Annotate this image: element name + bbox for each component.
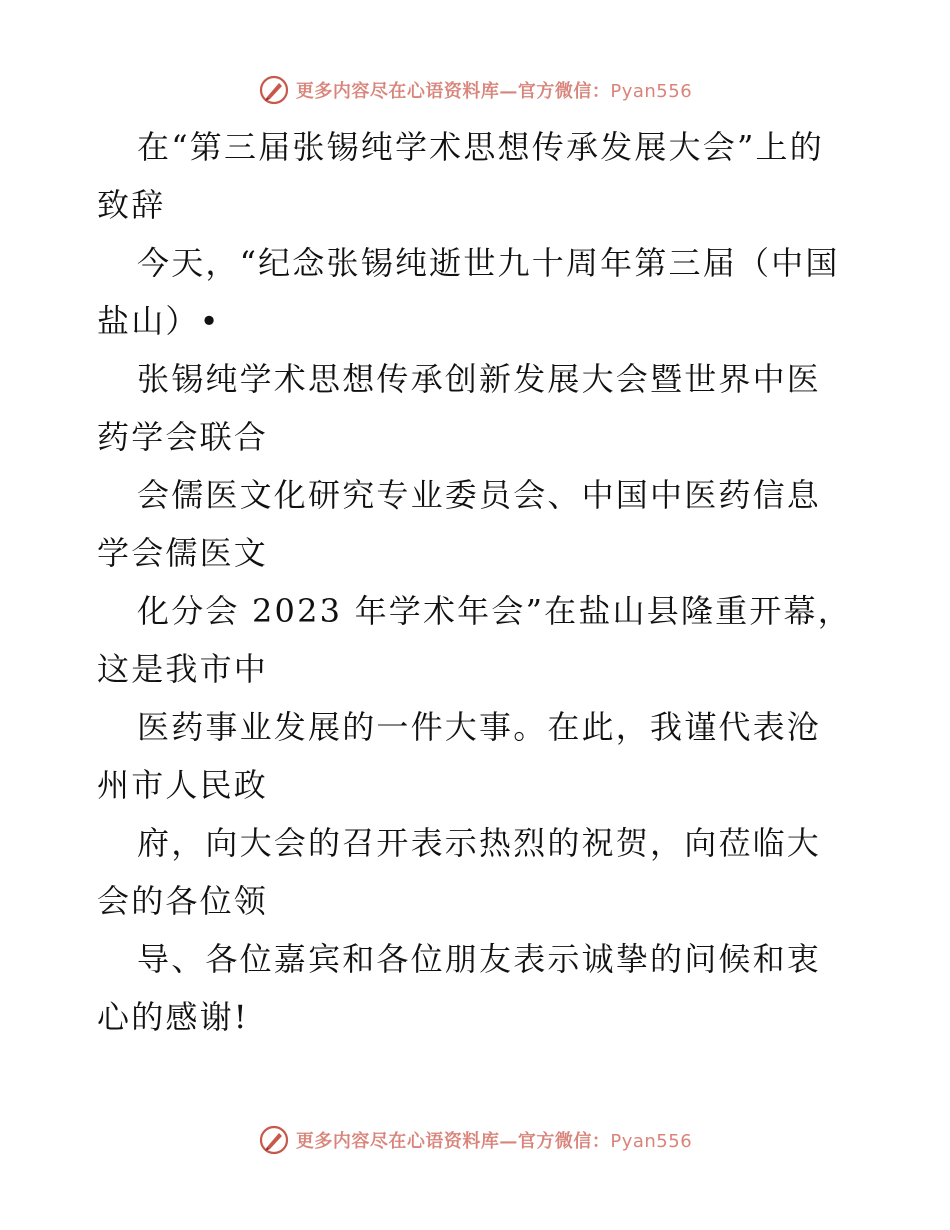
pen-nib-logo-icon [258, 1124, 290, 1156]
paragraph: 医药事业发展的一件大事。在此，我谨代表沧州市人民政 [97, 708, 822, 804]
paragraph: 今天，“纪念张锡纯逝世九十周年第三届（中国盐山）• [97, 244, 840, 340]
watermark-wechat-id: Pyan556 [610, 1131, 693, 1152]
paragraph: 张锡纯学术思想传承创新发展大会暨世界中医药学会联合 [97, 360, 822, 456]
paragraph: 导、各位嘉宾和各位朋友表示诚挚的问候和衷心的感谢! [97, 940, 822, 1036]
paragraph-title: 在“第三届张锡纯学术思想传承发展大会”上的致辞 [97, 128, 824, 224]
paragraph: 化分会 2023 年学术年会”在盐山县隆重开幕，这是我市中 [97, 592, 852, 688]
watermark-wechat-id: Pyan556 [610, 81, 693, 102]
paragraph: 府，向大会的召开表示热烈的祝贺，向莅临大会的各位领 [97, 824, 822, 920]
paragraph: 会儒医文化研究专业委员会、中国中医药信息学会儒医文 [97, 476, 822, 572]
header-watermark [0, 70, 950, 110]
document-body [97, 118, 852, 1046]
watermark-cn-text: 更多内容尽在心语资料库—官方微信： [295, 81, 611, 102]
pen-nib-logo-icon [258, 74, 290, 106]
footer-watermark [0, 1120, 950, 1160]
watermark-cn-text: 更多内容尽在心语资料库—官方微信： [295, 1131, 611, 1152]
